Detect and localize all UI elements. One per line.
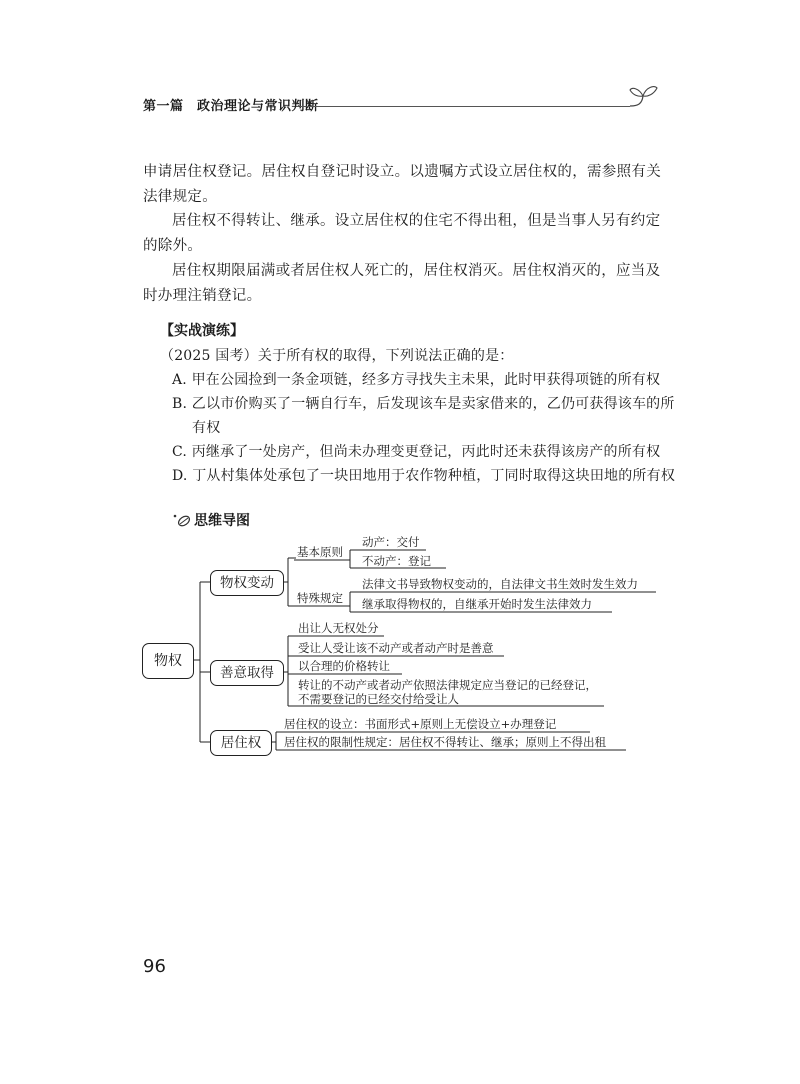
mindmap-label-gf-item-2: 受让人受让该不动产或者动产时是善意 bbox=[298, 641, 494, 655]
mindmap-node-good-faith: 善意取得 bbox=[210, 660, 284, 686]
mindmap-node-property-change: 物权变动 bbox=[210, 570, 284, 596]
option-b-continued: 有权 bbox=[192, 420, 221, 436]
page-number: 96 bbox=[143, 956, 166, 977]
chapter-header-title: 第一篇 政治理论与常识判断 bbox=[143, 99, 319, 114]
mindmap-label-legal-document: 法律文书导致物权变动的，自法律文书生效时发生效力 bbox=[362, 577, 638, 591]
mindmap-label-immovable: 不动产：登记 bbox=[362, 554, 431, 568]
mindmap-label-gf-item-4-line1: 转让的不动产或者动产依照法律规定应当登记的已经登记， bbox=[298, 678, 597, 692]
mindmap-label-residence-setup: 居住权的设立：书面形式+原则上无偿设立+办理登记 bbox=[284, 717, 557, 731]
option-c: C. 丙继承了一处房产，但尚未办理变更登记，丙此时还未获得该房产的所有权 bbox=[172, 444, 661, 460]
paragraph-1: 申请居住权登记。居住权自登记时设立。以遗嘱方式设立居住权的，需参照有关法律规定。 bbox=[143, 164, 661, 205]
mindmap-node-residence-right: 居住权 bbox=[210, 730, 272, 756]
mindmap-label-gf-item-3: 以合理的价格转让 bbox=[298, 659, 390, 673]
mindmap-label-movable: 动产：交付 bbox=[362, 535, 420, 549]
mindmap-label-inheritance: 继承取得物权的，自继承开始时发生法律效力 bbox=[362, 597, 592, 611]
mindmap-heading-text: 思维导图 bbox=[194, 513, 250, 529]
paragraph-3: 居住权期限届满或者居住权人死亡的，居住权消灭。居住权消灭的，应当及时办理注销登记。 bbox=[143, 263, 661, 304]
paragraph-2: 居住权不得转让、继承。设立居住权的住宅不得出租，但是当事人另有约定的除外。 bbox=[143, 213, 661, 254]
practice-section-title: 【实战演练】 bbox=[160, 323, 244, 339]
option-a: A. 甲在公园捡到一条金项链，经多方寻找失主未果，此时甲获得项链的所有权 bbox=[172, 372, 661, 388]
question-stem: （2025 国考）关于所有权的取得，下列说法正确的是： bbox=[160, 348, 514, 364]
option-d: D. 丁从村集体处承包了一块田地用于农作物种植，丁同时取得这块田地的所有权 bbox=[172, 468, 676, 484]
mindmap-label-gf-item-4-line2: 不需要登记的已经交付给受让人 bbox=[298, 692, 459, 706]
option-b: B. 乙以市价购买了一辆自行车，后发现该车是卖家借来的，乙仍可获得该车的所 bbox=[172, 396, 675, 412]
mindmap-label-gf-item-1: 出让人无权处分 bbox=[298, 621, 379, 635]
mindmap-label-residence-restriction: 居住权的限制性规定：居住权不得转让、继承；原则上不得出租 bbox=[284, 735, 606, 749]
mindmap-label-special-rules: 特殊规定 bbox=[297, 591, 343, 605]
mindmap-root-node: 物权 bbox=[142, 643, 194, 679]
mindmap-label-basic-principle: 基本原则 bbox=[297, 545, 343, 559]
